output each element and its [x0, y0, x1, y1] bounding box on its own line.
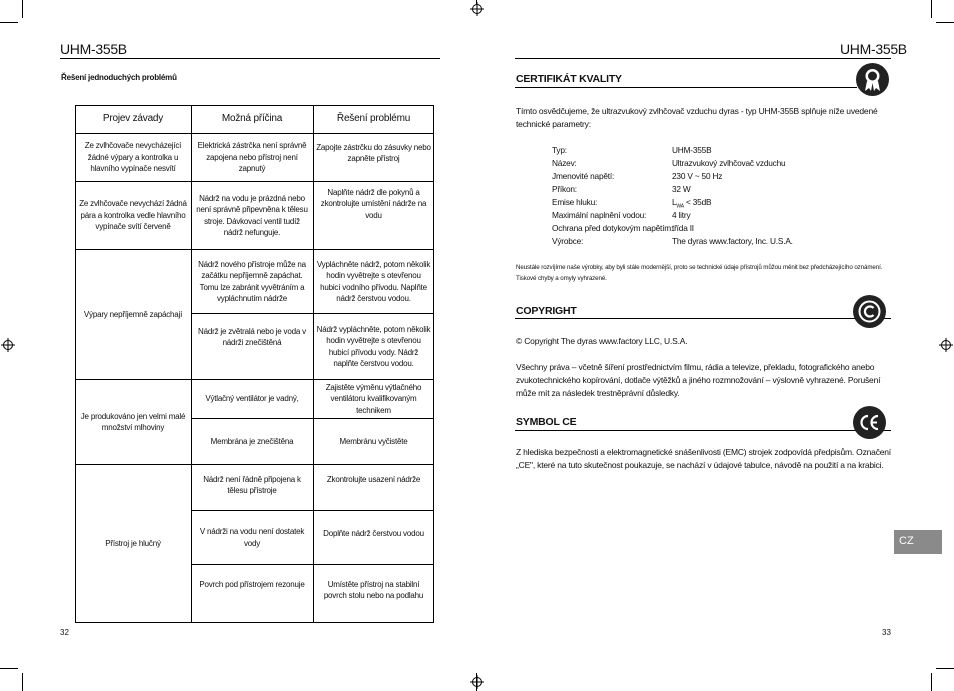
crop-mark: [931, 0, 932, 18]
cert-note: Neustále rozvíjíme naše výrobky, aby byli stále modernější, proto se technické údaje přístrojů můžou měnit bez předcházejícího oznámení.: [516, 264, 883, 271]
spec-label: Výrobce:: [552, 236, 584, 246]
table-cell-solution: Membránu vyčistěte: [339, 436, 408, 446]
copyright-line: © Copyright The dyras www.factory LLC, U.S.A.: [516, 336, 688, 346]
table-cell-cause: Povrch pod přístrojem rezonuje: [199, 580, 305, 590]
table-cell-cause: Nádrž na vodu je prázdná nebo není správně připevněna k tělesu stroje. Dávkovací ventil tudíž nádrž nefunguje.: [196, 193, 308, 237]
cert-intro: Tímto osvědčujeme, že ultrazvukový zvlhčovač vzduchu dyras - typ UHM-355B splňuje níže uvedené technické parametry:: [516, 106, 878, 129]
table-cell-cause: Nádrž není řádně připojena k tělesu přístroje: [203, 474, 301, 495]
copyright-rule: [515, 318, 891, 319]
model-header-right: UHM-355B: [840, 41, 907, 57]
table-cell-cause: V nádrži na vodu není dostatek vody: [199, 527, 305, 548]
copyright-paragraph: Všechny práva – včetně šíření prostřednictvím filmu, rádia a televize, překladu, fotografického anebo zvukotechnického kopírování, dotlače výtěžků a jiného rozmnožování – výslovně vyhrazené. Porušení může mít za následek trestněprávní důsledky.: [516, 362, 881, 398]
table-header: Možná příčina: [221, 113, 283, 125]
spec-label: Jmenovité napětí:: [552, 171, 615, 181]
crop-mark: [0, 668, 18, 669]
table-cell-cause: Elektrická zástrčka není správně zapojena nebo přístroj není zapnutý: [197, 141, 307, 174]
section-heading: Řešení jednoduchých problémů: [61, 73, 177, 82]
spec-value: 32 W: [672, 184, 691, 194]
spec-label: Příkon:: [552, 184, 577, 194]
table-cell-solution: Zapojte zástrčku do zásuvky nebo zapněte přístroj: [316, 142, 431, 163]
spec-value: Ultrazvukový zvlhčovač vzduchu: [672, 158, 786, 168]
table-cell-symptom: Je produkováno jen velmi malé množství mlhoviny: [80, 411, 186, 432]
header-rule-left: [60, 58, 440, 59]
table-header: Projev závady: [102, 113, 164, 125]
spec-value: třída II: [672, 223, 694, 233]
language-tab-label: CZ: [899, 535, 914, 547]
crop-mark: [931, 673, 932, 691]
spec-label: Maximální naplnění vodou:: [552, 210, 647, 220]
table-cell-solution: Zajistěte výměnu výtlačného ventilátoru kvalifikovaným technikem: [325, 382, 422, 415]
spec-label: Název:: [552, 158, 577, 168]
table-cell-solution: Umístěte přístroj na stabilní povrch stolu nebo na podlahu: [323, 579, 424, 600]
table-cell-symptom: Přístroj je hlučný: [105, 539, 161, 549]
registration-mark-icon: [1, 338, 15, 352]
table-cell-symptom: Výpary nepříjemně zapáchají: [83, 309, 183, 319]
crop-mark: [0, 22, 18, 23]
cert-rule: [515, 87, 857, 88]
table-cell-cause: Membrána je znečištěna: [210, 436, 294, 446]
spec-label: Emise hluku:: [552, 197, 598, 207]
copyright-icon: [853, 295, 886, 328]
spec-value: $L_{WA} < 35dB$: [672, 197, 712, 210]
crop-mark: [936, 22, 954, 23]
copyright-title: COPYRIGHT: [516, 305, 577, 317]
table-cell-cause: Nádrž je zvětralá nebo je voda v nádrži znečištěná: [198, 326, 306, 347]
registration-mark-icon: [939, 338, 953, 352]
table-cell-solution: Vypláchněte nádrž, potom několik hodin vyvětrejte s otevřenou hubicí vodního přívodu. Naplňte nádrž čerstvou vodou.: [316, 259, 431, 303]
crop-mark: [22, 0, 23, 18]
header-rule-right: [515, 58, 891, 59]
language-tab: [894, 530, 942, 554]
spec-label: Typ:: [552, 145, 567, 155]
table-header: Řešení problému: [336, 113, 411, 125]
table-cell-symptom: Ze zvlhčovače nevychází žádná pára a kontrolka vedle hlavního vypínače svítí červeně: [79, 199, 187, 232]
ce-mark-icon: [853, 406, 886, 439]
spec-value: 230 V ~ 50 Hz: [672, 171, 723, 181]
spec-value: The dyras www.factory, Inc. U.S.A.: [672, 236, 793, 246]
registration-mark-icon: [470, 2, 484, 16]
registration-mark-icon: [470, 675, 484, 689]
cert-title: CERTIFIKÁT KVALITY: [516, 73, 622, 85]
table-cell-solution: Naplňte nádrž dle pokynů a zkontrolujte umístění nádrže na vodu: [320, 187, 427, 220]
ce-paragraph: Z hlediska bezpečnosti a elektromagnetické snášenlivosti (EMC) strojek zodpovídá předpisům. Označení „CE", které na tuto skutečnost poukazuje, se nachází v údajové tabulce, návodě na použití a na krabici.: [516, 447, 891, 470]
ce-rule: [515, 430, 891, 431]
crop-mark: [936, 668, 954, 669]
table-cell-solution: Doplňte nádrž čerstvou vodou: [323, 528, 424, 538]
crop-mark: [22, 673, 23, 691]
table-cell-solution: Zkontrolujte usazení nádrže: [326, 475, 421, 485]
table-cell-cause: Nádrž nového přístroje může na začátku nepříjemně zapáchat. Tomu lze zabránit vyvětráním a vypláchnutím nádrže: [198, 259, 306, 303]
award-ribbon-icon: [856, 63, 889, 96]
table-cell-solution: Nádrž vypláchněte, potom několik hodin vyvětrejte s otevřenou hubicí přívodu vody. Nádrž naplňte čerstvou vodou.: [316, 324, 431, 368]
spec-label: Ochrana před dotykovým napětím:: [552, 223, 674, 233]
page-number-left: 32: [60, 628, 69, 637]
page-number-right: 33: [882, 628, 891, 637]
spec-value: UHM-355B: [672, 145, 712, 155]
table-cell-cause: Výtlačný ventilátor je vadný,: [205, 394, 299, 404]
ce-title: SYMBOL CE: [516, 416, 577, 428]
table-cell-symptom: Ze zvlhčovače nevycházející žádné výpary a kontrolka u hlavního vypínače nesvítí: [84, 141, 182, 174]
spec-value: 4 litry: [672, 210, 691, 220]
cert-note: Tiskové chyby a omyly vyhrazené.: [516, 275, 607, 282]
model-header-left: UHM-355B: [60, 41, 127, 57]
